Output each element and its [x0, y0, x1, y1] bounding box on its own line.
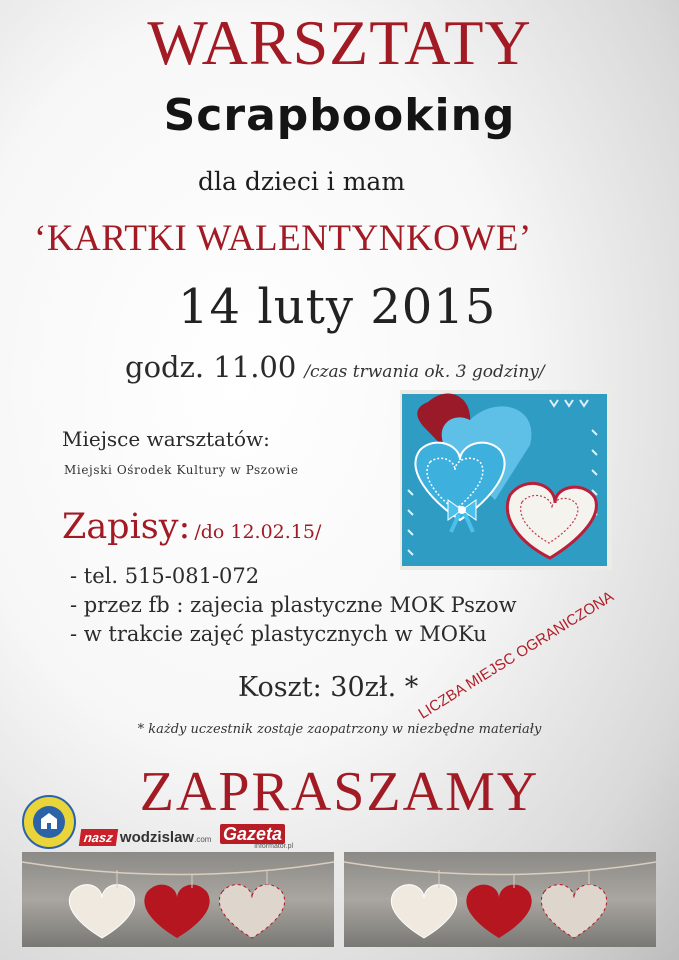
hearts-banner-left: [22, 852, 334, 947]
workshop-theme: ‘KARTKI WALENTYNKOWE’: [34, 218, 532, 259]
gazeta-logo: [220, 824, 294, 850]
place-value: Miejski Ośrodek Kultury w Pszowie: [64, 463, 299, 477]
audience-text: dla dzieci i mam: [198, 167, 406, 196]
event-time: godz. 11.00: [125, 350, 297, 384]
poster-subtitle: Scrapbooking: [163, 90, 516, 141]
wodzislaw-wordmark: wodzislaw.com: [119, 829, 212, 846]
signup-deadline: /do 12.02.15/: [194, 521, 322, 543]
gazeta-subtitle: Informator.pl: [254, 843, 294, 850]
hearts-banner-right: [344, 852, 656, 947]
signup-label: Zapisy:: [62, 507, 191, 547]
gazeta-wordmark: Gazeta: [220, 824, 285, 844]
event-time-line: [125, 350, 545, 384]
event-duration: /czas trwania ok. 3 godziny/: [304, 362, 545, 382]
invitation-heading: ZAPRASZAMY: [139, 761, 540, 823]
event-date: 14 luty 2015: [178, 279, 497, 335]
contact-item: - przez fb : zajecia plastyczne MOK Pszow: [70, 593, 517, 617]
poster-title: WARSZTATY: [147, 7, 532, 78]
contact-item: - tel. 515-081-072: [70, 564, 260, 588]
limited-seats-notice: LICZBA MIEJSC OGRANICZONA: [415, 587, 617, 723]
nasz-wodzislaw-logo: [80, 827, 211, 846]
valentine-card-photo: [400, 390, 612, 570]
nasz-badge: nasz: [79, 829, 118, 846]
mok-logo: [22, 795, 76, 849]
footnote: * każdy uczestnik zostaje zaopatrzony w niezbędne materiały: [137, 722, 542, 737]
signup-line: [62, 507, 321, 547]
cost-text: Koszt: 30zł. *: [238, 672, 419, 703]
contact-list: [70, 562, 517, 649]
place-label: Miejsce warsztatów:: [62, 427, 270, 451]
contact-item: - w trakcie zajęć plastycznych w MOKu: [70, 622, 487, 646]
